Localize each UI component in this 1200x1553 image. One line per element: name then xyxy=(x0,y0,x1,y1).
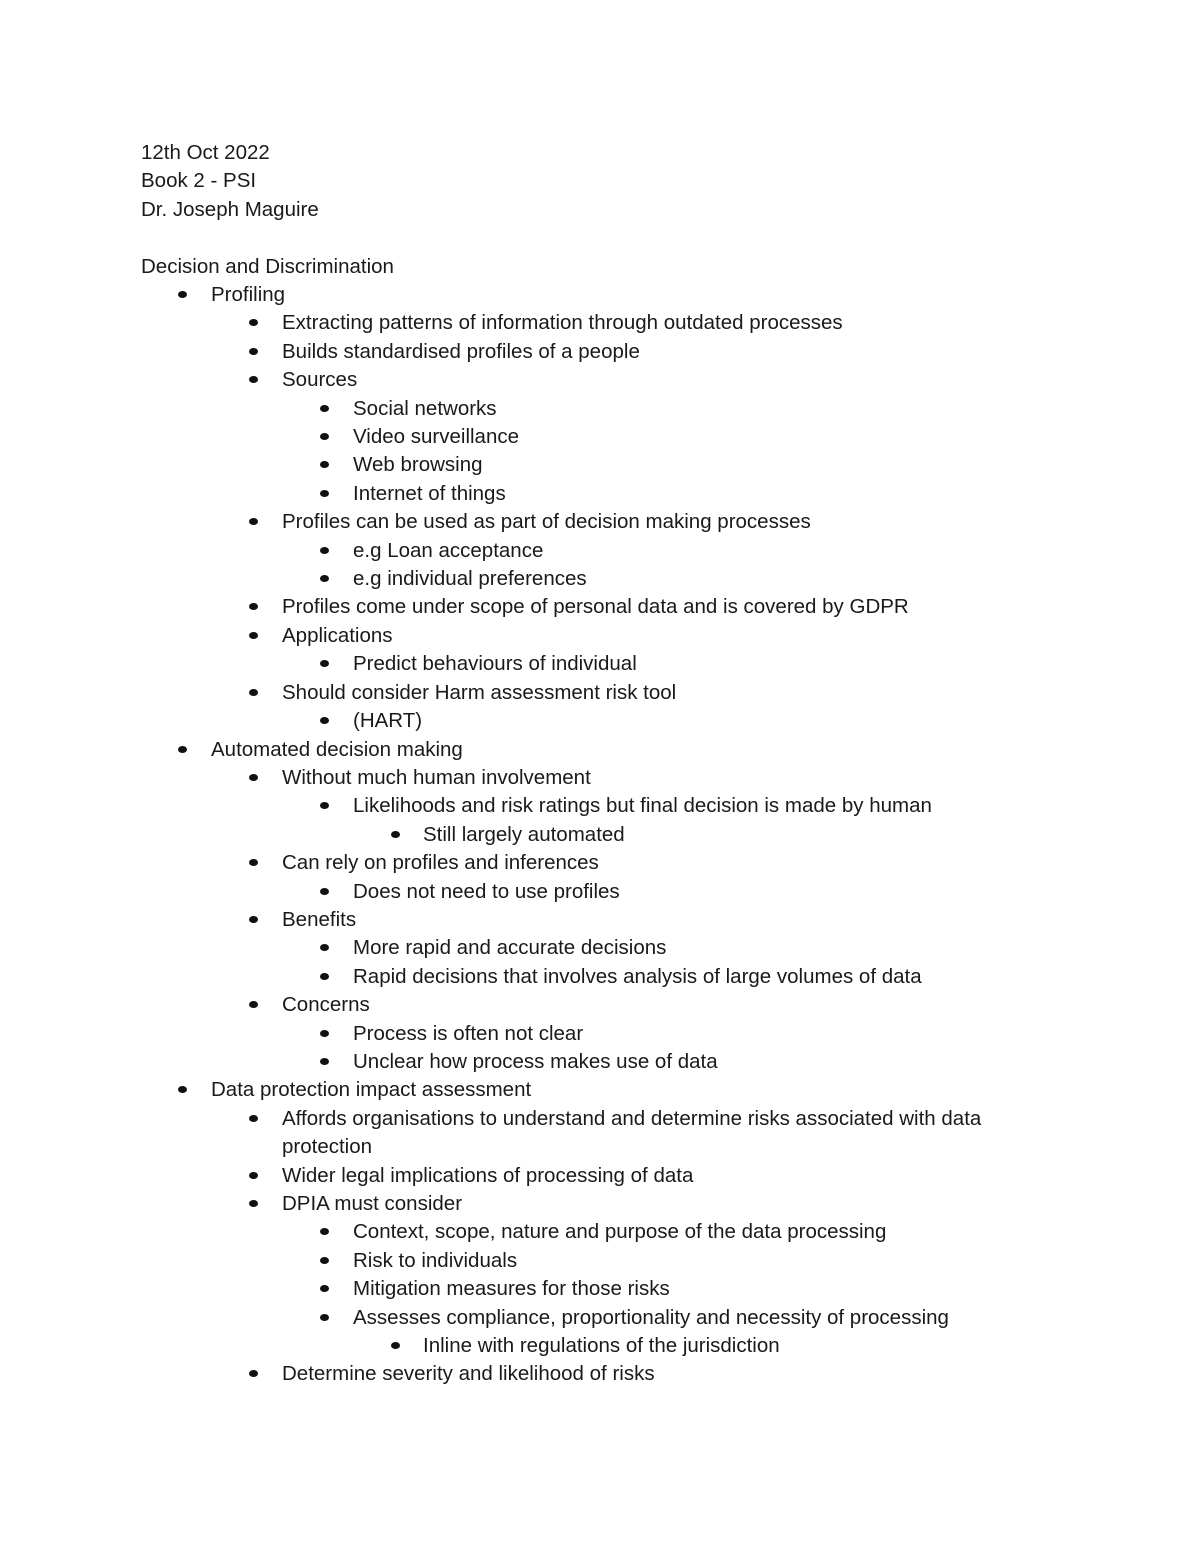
list-item xyxy=(141,821,1041,849)
list-item-text: Profiles come under scope of personal data and is covered by GDPR xyxy=(282,595,909,619)
note-author: Dr. Joseph Maguire xyxy=(141,197,319,221)
list-item-text: Automated decision making xyxy=(211,737,463,761)
bullet-icon xyxy=(320,1257,329,1264)
list-item-text: Internet of things xyxy=(353,481,506,505)
list-item xyxy=(141,1076,1041,1104)
list-item-text: Inline with regulations of the jurisdiction xyxy=(423,1334,780,1358)
list-item-text: Applications xyxy=(282,623,393,647)
bullet-icon xyxy=(249,603,258,610)
list-item-text: Sources xyxy=(282,368,358,392)
bullet-icon xyxy=(320,1058,329,1065)
list-item-text: e.g individual preferences xyxy=(353,567,587,591)
bullet-icon xyxy=(320,1285,329,1292)
list-item xyxy=(141,707,1041,735)
list-item xyxy=(141,1275,1041,1303)
list-item-text: Data protection impact assessment xyxy=(211,1078,532,1102)
note-book: Book 2 - PSI xyxy=(141,169,257,193)
bullet-icon xyxy=(320,405,329,412)
list-item xyxy=(141,963,1041,991)
list-item-text: Risk to individuals xyxy=(353,1248,518,1272)
bullet-icon xyxy=(320,802,329,809)
list-item xyxy=(141,1218,1041,1246)
list-item-text: e.g Loan acceptance xyxy=(353,538,544,562)
bullet-icon xyxy=(178,291,187,298)
bullet-icon xyxy=(320,1228,329,1235)
list-item xyxy=(141,1304,1041,1332)
document-page xyxy=(141,139,1041,1389)
bullet-icon xyxy=(249,916,258,923)
list-item-text: Should consider Harm assessment risk tool xyxy=(282,680,677,704)
list-item xyxy=(141,792,1041,820)
list-item-text: Web browsing xyxy=(353,453,483,477)
bullet-icon xyxy=(249,319,258,326)
list-item-text: Affords organisations to understand and determine risks associated with data protection xyxy=(282,1106,982,1159)
bullet-icon xyxy=(249,348,258,355)
note-date: 12th Oct 2022 xyxy=(141,141,270,164)
bullet-icon xyxy=(178,1086,187,1093)
list-item-text: Does not need to use profiles xyxy=(353,879,620,903)
list-item-text: Benefits xyxy=(282,907,357,931)
list-item xyxy=(141,1162,1041,1190)
list-item-text: Likelihoods and risk ratings but final decision is made by human xyxy=(353,794,932,818)
list-item-text: Process is often not clear xyxy=(353,1021,584,1045)
list-item xyxy=(141,309,1041,337)
list-item-text: More rapid and accurate decisions xyxy=(353,936,667,960)
list-item xyxy=(141,934,1041,962)
list-item-text: Builds standardised profiles of a people xyxy=(282,339,640,363)
list-item xyxy=(141,764,1041,792)
list-item xyxy=(141,1190,1041,1218)
blank-line xyxy=(141,224,1041,252)
list-item xyxy=(141,679,1041,707)
bullet-outline xyxy=(141,281,1041,1389)
list-item-text: Mitigation measures for those risks xyxy=(353,1277,670,1301)
list-item-text: Extracting patterns of information through outdated processes xyxy=(282,311,843,335)
list-item-text: Unclear how process makes use of data xyxy=(353,1049,718,1073)
list-item xyxy=(141,1247,1041,1275)
list-item-text: Profiles can be used as part of decision making processes xyxy=(282,510,811,534)
list-item xyxy=(141,366,1041,394)
bullet-icon xyxy=(320,1314,329,1321)
bullet-icon xyxy=(249,1200,258,1207)
list-item xyxy=(141,906,1041,934)
list-item xyxy=(141,1360,1041,1388)
list-item xyxy=(141,622,1041,650)
list-item-text: Wider legal implications of processing of data xyxy=(282,1163,694,1187)
list-item xyxy=(141,338,1041,366)
list-item xyxy=(141,508,1041,536)
bullet-icon xyxy=(391,831,400,838)
list-item xyxy=(141,1332,1041,1360)
list-item-text: Determine severity and likelihood of risks xyxy=(282,1362,655,1386)
list-item xyxy=(141,395,1041,423)
list-item xyxy=(141,991,1041,1019)
bullet-icon xyxy=(320,547,329,554)
section-title: Decision and Discrimination xyxy=(141,254,394,278)
list-item-text: Profiling xyxy=(211,283,286,307)
bullet-icon xyxy=(320,490,329,497)
list-item-text: Video surveillance xyxy=(353,425,520,449)
list-item-text: Without much human involvement xyxy=(282,765,591,789)
bullet-icon xyxy=(320,461,329,468)
list-item-text: Predict behaviours of individual xyxy=(353,652,637,676)
list-item-text: Assesses compliance, proportionality and necessity of processing xyxy=(353,1305,949,1329)
list-item xyxy=(141,849,1041,877)
list-item xyxy=(141,593,1041,621)
list-item xyxy=(141,480,1041,508)
list-item xyxy=(141,650,1041,678)
list-item xyxy=(141,565,1041,593)
list-item xyxy=(141,878,1041,906)
bullet-icon xyxy=(249,1001,258,1008)
list-item-text: Concerns xyxy=(282,993,370,1017)
list-item-text: Still largely automated xyxy=(423,822,625,846)
bullet-icon xyxy=(249,518,258,525)
bullet-icon xyxy=(320,973,329,980)
list-item xyxy=(141,423,1041,451)
bullet-icon xyxy=(320,433,329,440)
list-item xyxy=(141,537,1041,565)
list-item-text: Context, scope, nature and purpose of the data processing xyxy=(353,1220,887,1244)
list-item xyxy=(141,281,1041,309)
list-item xyxy=(141,1020,1041,1048)
bullet-icon xyxy=(249,376,258,383)
list-item-text: DPIA must consider xyxy=(282,1192,463,1216)
bullet-icon xyxy=(320,575,329,582)
bullet-icon xyxy=(320,888,329,895)
list-item xyxy=(141,451,1041,479)
bullet-icon xyxy=(320,1030,329,1037)
bullet-icon xyxy=(249,632,258,639)
bullet-icon xyxy=(178,746,187,753)
bullet-icon xyxy=(249,1370,258,1377)
list-item-text: Rapid decisions that involves analysis of large volumes of data xyxy=(353,964,922,988)
bullet-icon xyxy=(249,859,258,866)
list-item xyxy=(141,736,1041,764)
list-item-text: Can rely on profiles and inferences xyxy=(282,851,599,875)
list-item-text: (HART) xyxy=(353,709,423,733)
bullet-icon xyxy=(391,1342,400,1349)
bullet-icon xyxy=(249,1172,258,1179)
bullet-icon xyxy=(249,689,258,696)
list-item xyxy=(141,1048,1041,1076)
bullet-icon xyxy=(320,944,329,951)
bullet-icon xyxy=(249,1115,258,1122)
bullet-icon xyxy=(249,774,258,781)
list-item-text: Social networks xyxy=(353,396,497,420)
bullet-icon xyxy=(320,660,329,667)
list-item xyxy=(141,1105,1041,1162)
bullet-icon xyxy=(320,717,329,724)
